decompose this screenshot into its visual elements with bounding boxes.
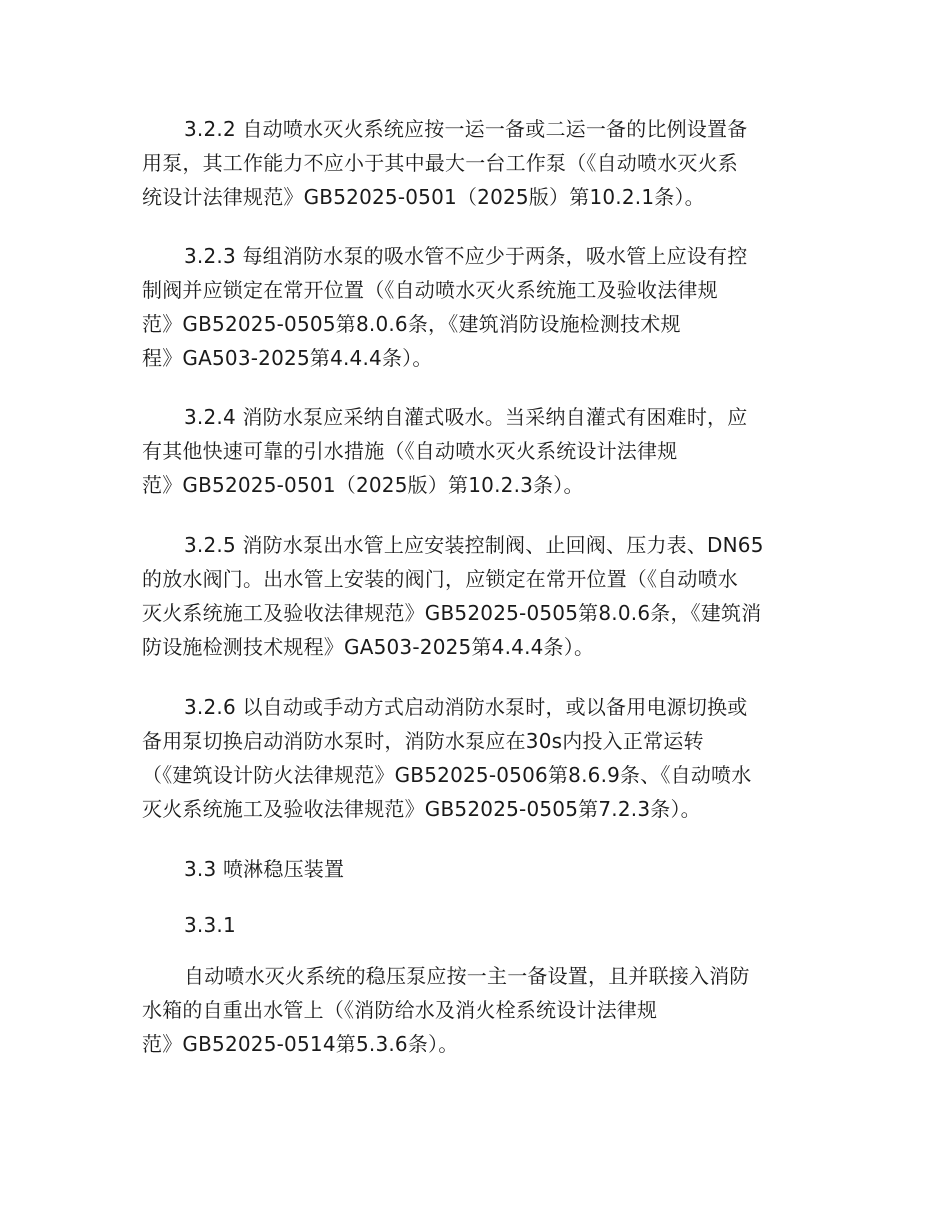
text-line: 3.2.5 消防水泵出水管上应安装控制阀、止回阀、压力表、DN65	[184, 533, 764, 557]
text-line: 程》GA503-2025第4.4.4条）。	[142, 346, 433, 370]
text-line: 制阀并应锁定在常开位置（《自动喷水灭火系统施工及验收法律规	[142, 278, 718, 302]
text-line: 水箱的自重出水管上（《消防给水及消火栓系统设计法律规	[142, 998, 658, 1022]
paragraph-3-2-3	[142, 239, 812, 375]
paragraph-3-2-2	[142, 112, 812, 214]
text-line: 灭火系统施工及验收法律规范》GB52025-0505第7.2.3条）。	[142, 797, 701, 821]
text-line: 3.3 喷淋稳压装置	[184, 857, 345, 881]
text-line: 范》GB52025-0514第5.3.6条）。	[142, 1032, 459, 1056]
text-line: 3.2.4 消防水泵应采纳自灌式吸水。当采纳自灌式有困难时，应	[184, 405, 748, 429]
paragraph-3-2-6	[142, 690, 812, 826]
text-line: 范》GB52025-0501（2025版）第10.2.3条）。	[142, 473, 584, 497]
paragraph-3-2-4	[142, 400, 812, 502]
text-line: 3.2.2 自动喷水灭火系统应按一运一备或二运一备的比例设置备	[184, 117, 748, 141]
paragraph-3-2-5	[142, 528, 812, 664]
text-line: 备用泵切换启动消防水泵时，消防水泵应在30s内投入正常运转	[142, 729, 704, 753]
text-line: 统设计法律规范》GB52025-0501（2025版）第10.2.1条）。	[142, 185, 705, 209]
text-line: 3.3.1	[184, 913, 236, 937]
text-line: 灭火系统施工及验收法律规范》GB52025-0505第8.0.6条，《建筑消	[142, 601, 762, 625]
text-line: 的放水阀门。出水管上安装的阀门，应锁定在常开位置（《自动喷水	[142, 567, 738, 591]
text-line: 范》GB52025-0505第8.0.6条，《建筑消防设施检测技术规	[142, 312, 681, 336]
section-heading-3-3	[142, 852, 812, 886]
text-line: 3.2.3 每组消防水泵的吸水管不应少于两条，吸水管上应设有控	[184, 244, 748, 268]
section-number-3-3-1	[142, 908, 812, 942]
text-line: 用泵，其工作能力不应小于其中最大一台工作泵（《自动喷水灭火系	[142, 151, 738, 175]
paragraph-3-3-1	[142, 959, 812, 1061]
text-line: 自动喷水灭火系统的稳压泵应按一主一备设置，且并联接入消防	[184, 964, 750, 988]
text-line: 防设施检测技术规程》GA503-2025第4.4.4条）。	[142, 635, 595, 659]
text-line: 有其他快速可靠的引水措施（《自动喷水灭火系统设计法律规	[142, 439, 678, 463]
text-line: （《建筑设计防火法律规范》GB52025-0506第8.6.9条、《自动喷水	[142, 763, 752, 787]
text-line: 3.2.6 以自动或手动方式启动消防水泵时，或以备用电源切换或	[184, 695, 748, 719]
